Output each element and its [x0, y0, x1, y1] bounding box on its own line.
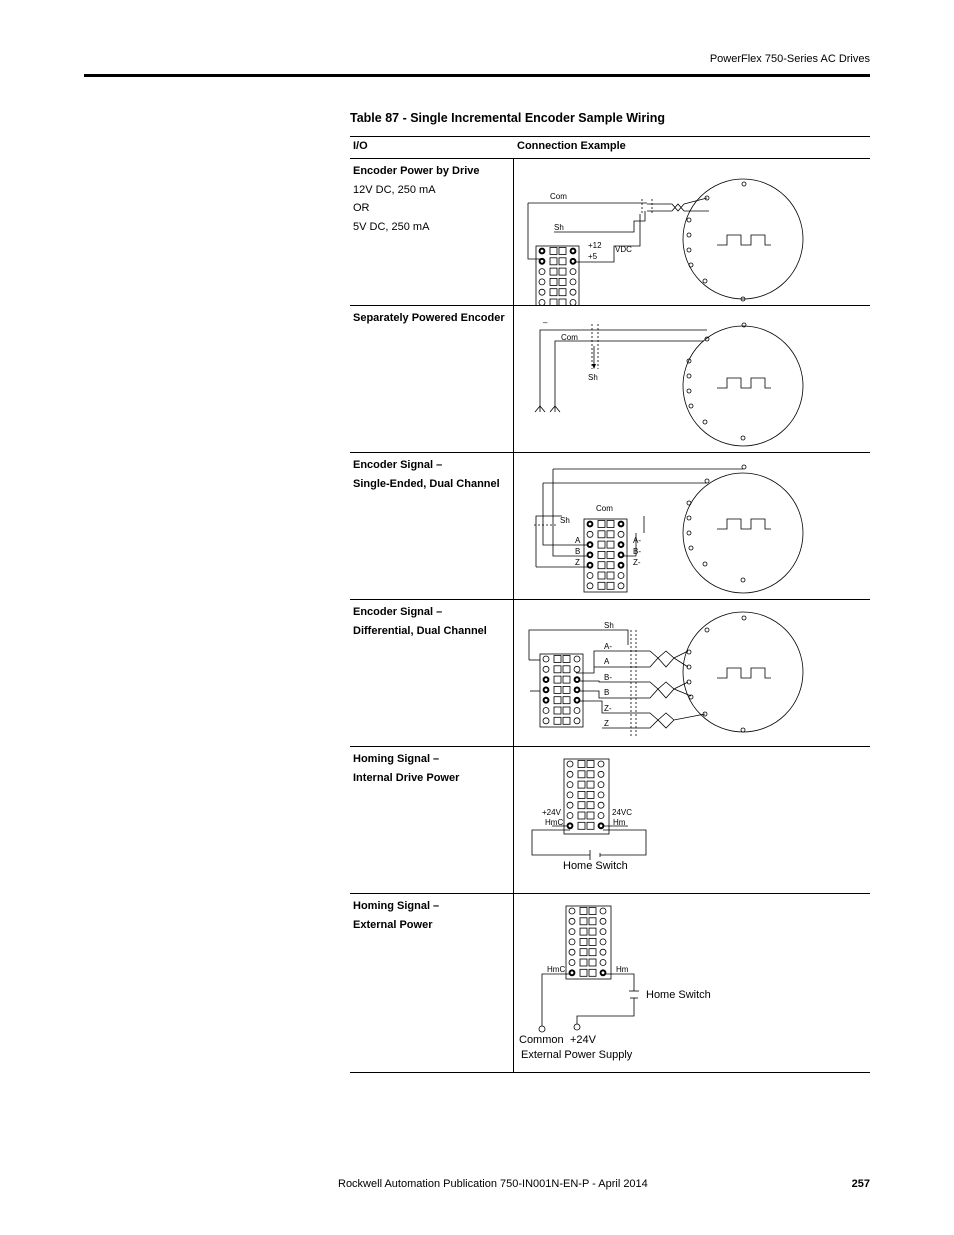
terminal-contact — [600, 960, 606, 966]
terminal-screw — [607, 541, 614, 548]
row-title: Encoder Signal – — [353, 606, 443, 618]
terminal-contact — [598, 792, 604, 798]
label-com: Com — [561, 333, 578, 342]
table-header-row — [350, 136, 870, 159]
terminal-screw — [589, 938, 596, 945]
terminal-screw — [563, 656, 570, 663]
table-row — [350, 600, 870, 747]
terminal-screw — [563, 707, 570, 714]
terminal-contact-center — [620, 564, 623, 567]
label-b-neg: B- — [604, 673, 612, 682]
label-a: A — [604, 657, 610, 666]
label-sh: Sh — [554, 223, 564, 232]
terminal-screw — [550, 278, 557, 285]
label-b: B — [604, 688, 610, 697]
terminal-block — [567, 761, 604, 830]
terminal-contact-center — [620, 543, 623, 546]
row-subtitle: Differential, Dual Channel — [353, 624, 487, 637]
terminal-screw — [580, 969, 587, 976]
label-b: B — [575, 547, 581, 556]
terminal-contact — [587, 573, 593, 579]
terminal-contact — [570, 289, 576, 295]
terminal-screw — [587, 802, 594, 809]
table-row — [350, 747, 870, 894]
terminal-block — [539, 248, 576, 306]
terminal-contact-center — [589, 554, 592, 557]
terminal-contact — [569, 908, 575, 914]
terminal-contact — [569, 960, 575, 966]
terminal-screw — [580, 959, 587, 966]
page-number: 257 — [851, 1178, 870, 1190]
terminal-contact — [567, 761, 573, 767]
terminal-screw — [598, 562, 605, 569]
terminal-screw — [550, 289, 557, 296]
header-rule — [84, 74, 870, 77]
terminal-contact — [539, 300, 545, 306]
label-hmc: HmC — [547, 965, 566, 974]
terminal-contact — [570, 279, 576, 285]
terminal-contact-center — [541, 260, 544, 263]
terminal-contact-center — [576, 678, 579, 681]
row-detail: 12V DC, 250 mA — [353, 183, 436, 196]
terminal-contact — [574, 656, 580, 662]
terminal-contact — [600, 918, 606, 924]
terminal-screw — [559, 299, 566, 305]
homing-external-power-diagram — [514, 894, 870, 1072]
terminal-contact — [539, 289, 545, 295]
row-title: Homing Signal – — [353, 900, 440, 912]
terminal-screw — [578, 791, 585, 798]
label-hm: Hm — [613, 818, 626, 827]
terminal-contact — [574, 666, 580, 672]
terminal-contact — [567, 771, 573, 777]
terminal-contact — [567, 782, 573, 788]
terminal-contact-center — [571, 971, 574, 974]
homing-internal-power-diagram — [514, 747, 870, 893]
table-row — [350, 453, 870, 600]
terminal-screw — [587, 822, 594, 829]
terminal-contact — [600, 939, 606, 945]
label-z-neg: Z- — [633, 558, 641, 567]
terminal-contact-center — [545, 699, 548, 702]
terminal-contact-center — [545, 678, 548, 681]
io-cell — [353, 309, 505, 328]
encoder-power-by-drive-diagram — [514, 159, 870, 305]
terminal-screw — [607, 551, 614, 558]
terminal-screw — [550, 258, 557, 265]
terminal-screw — [607, 531, 614, 538]
terminal-screw — [589, 949, 596, 956]
io-cell — [353, 162, 480, 236]
terminal-contact-center — [600, 824, 603, 827]
terminal-screw — [589, 959, 596, 966]
label-common: Common — [519, 1034, 564, 1046]
terminal-contact-center — [569, 824, 572, 827]
row-detail: 5V DC, 250 mA — [353, 220, 430, 233]
label-z: Z — [604, 719, 609, 728]
terminal-screw — [587, 781, 594, 788]
terminal-contact-center — [620, 554, 623, 557]
terminal-contact — [567, 813, 573, 819]
terminal-screw — [559, 278, 566, 285]
terminal-screw — [550, 299, 557, 305]
row-subtitle: Internal Drive Power — [353, 771, 460, 784]
terminal-screw — [598, 551, 605, 558]
terminal-contact — [543, 656, 549, 662]
terminal-screw — [578, 781, 585, 788]
terminal-contact — [587, 583, 593, 589]
terminal-screw — [607, 562, 614, 569]
terminal-screw — [559, 248, 566, 255]
terminal-screw — [587, 771, 594, 778]
terminal-contact-center — [572, 260, 575, 263]
label-24vc: 24VC — [612, 808, 633, 817]
terminal-screw — [589, 969, 596, 976]
label-a: A — [575, 536, 581, 545]
separately-powered-encoder-diagram — [514, 306, 870, 452]
terminal-screw — [554, 697, 561, 704]
home-switch-label: Home Switch — [646, 989, 711, 1001]
label-vdc: VDC — [615, 245, 632, 254]
terminal-contact — [543, 666, 549, 672]
terminal-screw — [563, 676, 570, 683]
terminal-screw — [563, 717, 570, 724]
terminal-contact — [598, 761, 604, 767]
terminal-contact — [539, 269, 545, 275]
terminal-screw — [559, 289, 566, 296]
terminal-screw — [554, 686, 561, 693]
terminal-contact — [569, 939, 575, 945]
terminal-screw — [587, 812, 594, 819]
table-row — [350, 159, 870, 306]
label-sh: Sh — [604, 621, 614, 630]
label-minus: – — [543, 318, 548, 327]
label-b-neg: B- — [633, 547, 641, 556]
terminal-screw — [578, 771, 585, 778]
terminal-screw — [554, 717, 561, 724]
terminal-screw — [589, 918, 596, 925]
io-cell — [353, 750, 459, 787]
terminal-screw — [589, 928, 596, 935]
row-subtitle: External Power — [353, 918, 433, 931]
terminal-block — [543, 656, 580, 725]
terminal-screw — [589, 908, 596, 915]
label-a-neg: A- — [633, 536, 641, 545]
label-hmc: HmC — [545, 818, 564, 827]
terminal-contact — [618, 531, 624, 537]
terminal-screw — [578, 812, 585, 819]
terminal-screw — [563, 686, 570, 693]
terminal-screw — [598, 521, 605, 528]
row-detail: OR — [353, 202, 370, 214]
terminal-contact — [598, 813, 604, 819]
terminal-screw — [578, 822, 585, 829]
io-cell — [353, 456, 500, 493]
label-com: Com — [550, 192, 567, 201]
terminal-screw — [580, 908, 587, 915]
terminal-screw — [580, 928, 587, 935]
io-cell — [353, 897, 439, 934]
label-plus24v: +24V — [570, 1034, 596, 1046]
table-caption: Table 87 - Single Incremental Encoder Sample Wiring — [350, 111, 666, 125]
row-title: Separately Powered Encoder — [353, 312, 505, 324]
terminal-screw — [598, 531, 605, 538]
terminal-screw — [598, 572, 605, 579]
terminal-contact-center — [572, 250, 575, 253]
differential-dual-channel-diagram — [514, 600, 870, 746]
wiring-table — [350, 136, 870, 1073]
external-power-supply-label: External Power Supply — [521, 1049, 633, 1061]
terminal-screw — [587, 791, 594, 798]
io-cell — [353, 603, 487, 640]
terminal-screw — [587, 761, 594, 768]
terminal-contact — [569, 918, 575, 924]
label-plus12: +12 — [588, 241, 602, 250]
terminal-screw — [559, 258, 566, 265]
terminal-screw — [550, 248, 557, 255]
terminal-contact — [618, 573, 624, 579]
column-header-io: I/O — [353, 140, 368, 152]
table-row — [350, 306, 870, 453]
table-row — [350, 894, 870, 1073]
terminal-contact — [600, 949, 606, 955]
row-title: Homing Signal – — [353, 753, 440, 765]
terminal-contact — [598, 771, 604, 777]
document-header-title: PowerFlex 750-Series AC Drives — [709, 53, 870, 65]
terminal-screw — [580, 918, 587, 925]
terminal-contact — [567, 792, 573, 798]
label-com: Com — [596, 504, 613, 513]
terminal-contact-center — [589, 523, 592, 526]
terminal-contact — [569, 949, 575, 955]
row-title: Encoder Power by Drive — [353, 165, 480, 177]
terminal-contact — [600, 908, 606, 914]
terminal-screw — [598, 541, 605, 548]
label-z: Z — [575, 558, 580, 567]
terminal-contact-center — [545, 689, 548, 692]
terminal-contact — [587, 531, 593, 537]
terminal-screw — [607, 572, 614, 579]
terminal-contact-center — [576, 699, 579, 702]
label-sh: Sh — [560, 516, 570, 525]
terminal-contact-center — [576, 689, 579, 692]
column-header-connection-example: Connection Example — [517, 140, 626, 152]
terminal-contact — [598, 802, 604, 808]
terminal-contact — [543, 708, 549, 714]
row-title: Encoder Signal – — [353, 459, 443, 471]
terminal-screw — [554, 707, 561, 714]
terminal-screw — [554, 676, 561, 683]
terminal-contact — [574, 708, 580, 714]
label-hm: Hm — [616, 965, 629, 974]
terminal-contact — [598, 782, 604, 788]
arrow-head — [592, 364, 596, 369]
terminal-screw — [578, 802, 585, 809]
terminal-contact — [543, 718, 549, 724]
terminal-screw — [554, 666, 561, 673]
terminal-contact — [570, 300, 576, 306]
terminal-contact — [567, 802, 573, 808]
terminal-screw — [554, 656, 561, 663]
terminal-contact — [539, 279, 545, 285]
terminal-screw — [607, 582, 614, 589]
row-subtitle: Single-Ended, Dual Channel — [353, 477, 500, 490]
terminal-contact — [574, 718, 580, 724]
terminal-screw — [563, 666, 570, 673]
terminal-screw — [550, 268, 557, 275]
label-z-neg: Z- — [604, 704, 612, 713]
terminal-screw — [578, 761, 585, 768]
label-a-neg: A- — [604, 642, 612, 651]
terminal-screw — [563, 697, 570, 704]
terminal-contact-center — [589, 564, 592, 567]
home-switch-label: Home Switch — [563, 860, 628, 872]
terminal-screw — [580, 949, 587, 956]
terminal-block — [569, 908, 606, 977]
label-sh: Sh — [588, 373, 598, 382]
terminal-contact — [600, 929, 606, 935]
label-plus24v: +24V — [542, 808, 561, 817]
footer-publication: Rockwell Automation Publication 750-IN001N-EN-P - April 2014 — [338, 1178, 648, 1190]
terminal-screw — [607, 521, 614, 528]
single-ended-dual-channel-diagram — [514, 453, 870, 599]
terminal-contact-center — [589, 543, 592, 546]
terminal-contact-center — [620, 523, 623, 526]
terminal-block — [587, 521, 624, 590]
label-plus5: +5 — [588, 252, 598, 261]
terminal-screw — [559, 268, 566, 275]
terminal-contact-center — [602, 971, 605, 974]
terminal-contact — [570, 269, 576, 275]
terminal-contact — [618, 583, 624, 589]
terminal-contact — [569, 929, 575, 935]
terminal-screw — [598, 582, 605, 589]
terminal-contact-center — [541, 250, 544, 253]
terminal-screw — [580, 938, 587, 945]
